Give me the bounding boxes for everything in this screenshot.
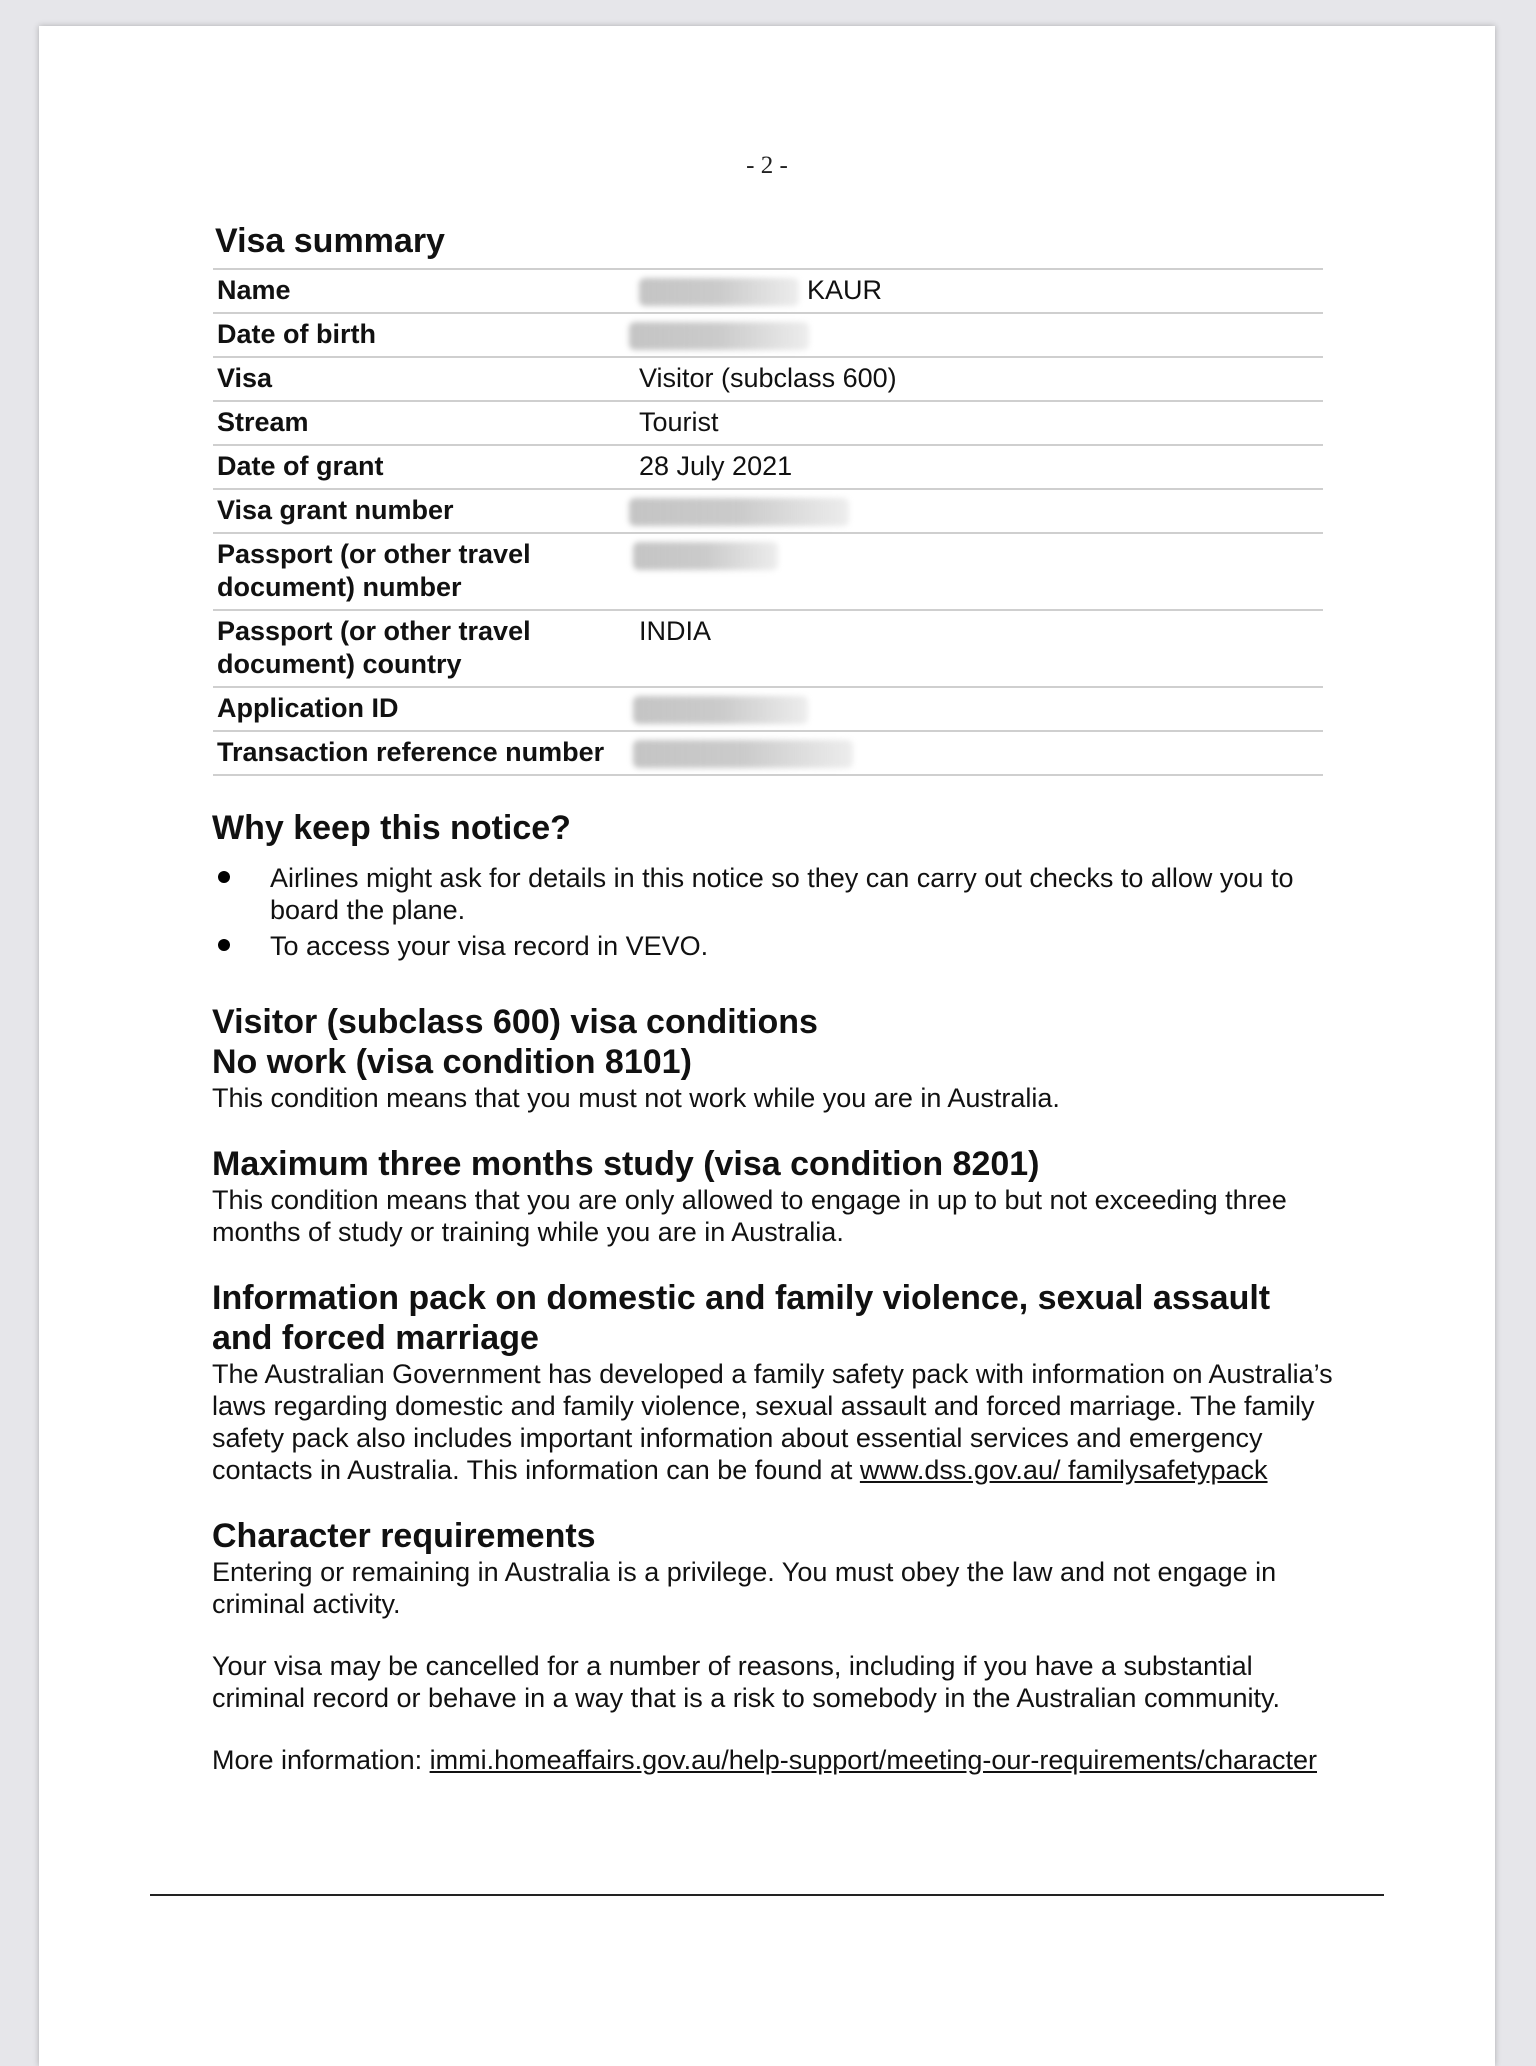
- row-value-name: [625, 269, 1323, 313]
- row-value-stream: Tourist: [625, 401, 1323, 445]
- row-label-stream: Stream: [213, 401, 625, 445]
- why-keep-heading: Why keep this notice?: [212, 809, 571, 847]
- why-keep-list: [212, 862, 1362, 962]
- redaction-blur: [633, 740, 853, 768]
- visa-summary-table: [213, 268, 1323, 776]
- row-value-visa: Visitor (subclass 600): [625, 357, 1323, 401]
- redaction-blur: [629, 498, 849, 526]
- info-pack-text: [212, 1358, 1362, 1486]
- bullet-icon: [218, 871, 230, 883]
- table-row: [213, 269, 1323, 313]
- table-row: [213, 313, 1323, 357]
- character-para-2: Your visa may be cancelled for a number of reasons, including if you have a substantial criminal record or behave in a way that is a risk to somebody in the Australian community.: [212, 1651, 1280, 1713]
- list-item: [212, 862, 1362, 926]
- row-value-passport-country: INDIA: [625, 610, 1323, 687]
- redaction-blur: [633, 542, 778, 570]
- study-heading: Maximum three months study (visa condition 8201): [212, 1145, 1040, 1183]
- info-pack-body: The Australian Government has developed a family safety pack with information on Australia’s laws regarding domestic and family violence, sexual assault and forced marriage. The family safety pack also includes important information about essential services and emergency contacts in Australia. This information can be found at: [212, 1359, 1333, 1485]
- table-row: [213, 401, 1323, 445]
- no-work-text: This condition means that you must not work while you are in Australia.: [212, 1083, 1060, 1113]
- bullet-text: Airlines might ask for details in this notice so they can carry out checks to allow you to board the plane.: [270, 863, 1294, 925]
- table-row: [213, 533, 1323, 610]
- table-row: [213, 445, 1323, 489]
- redaction-blur: [629, 322, 809, 350]
- row-label-application-id: Application ID: [213, 687, 625, 731]
- row-label-visa-grant-number: Visa grant number: [213, 489, 625, 533]
- no-work-heading: No work (visa condition 8101): [212, 1043, 692, 1081]
- bullet-icon: [218, 939, 230, 951]
- row-label-visa: Visa: [213, 357, 625, 401]
- surname-text: KAUR: [807, 275, 883, 305]
- character-para-1: Entering or remaining in Australia is a privilege. You must obey the law and not engage in criminal activity.: [212, 1557, 1277, 1619]
- table-row: [213, 357, 1323, 401]
- row-label-date-of-grant: Date of grant: [213, 445, 625, 489]
- row-value-application-id: [625, 687, 1323, 731]
- table-row: [213, 731, 1323, 775]
- row-value-date-of-grant: 28 July 2021: [625, 445, 1323, 489]
- document-page: [39, 26, 1495, 2066]
- study-text: This condition means that you are only allowed to engage in up to but not exceeding three months of study or training while you are in Australia.: [212, 1185, 1287, 1247]
- character-requirements-link[interactable]: immi.homeaffairs.gov.au/help-support/meeting-our-requirements/character: [429, 1745, 1317, 1775]
- row-value-passport-number: [625, 533, 1323, 610]
- family-safety-pack-link[interactable]: www.dss.gov.au/ familysafetypack: [859, 1455, 1268, 1485]
- page-number: - 2 -: [746, 152, 788, 179]
- row-label-passport-country: Passport (or other travel document) country: [213, 610, 625, 687]
- visa-summary-heading: Visa summary: [215, 222, 445, 260]
- table-row: [213, 610, 1323, 687]
- table-row: [213, 687, 1323, 731]
- table-row: [213, 489, 1323, 533]
- visa-conditions-heading: Visitor (subclass 600) visa conditions: [212, 1003, 818, 1041]
- info-pack-heading: Information pack on domestic and family violence, sexual assault and forced marriage: [212, 1279, 1271, 1357]
- redaction-blur: [633, 696, 808, 724]
- character-heading: Character requirements: [212, 1517, 596, 1555]
- row-label-date-of-birth: Date of birth: [213, 313, 625, 357]
- row-label-transaction-reference: Transaction reference number: [213, 731, 625, 775]
- document-content: [212, 222, 1362, 1776]
- list-item: [212, 930, 1362, 962]
- row-value-transaction-reference: [625, 731, 1323, 775]
- bullet-text: To access your visa record in VEVO.: [270, 931, 709, 961]
- more-information: [212, 1744, 1362, 1776]
- row-label-passport-number: Passport (or other travel document) number: [213, 533, 625, 610]
- more-information-label: More information:: [212, 1745, 430, 1775]
- row-value-visa-grant-number: [625, 489, 1323, 533]
- row-label-name: Name: [213, 269, 625, 313]
- redaction-blur: [639, 278, 799, 306]
- footer-divider: [150, 1894, 1384, 1896]
- row-value-date-of-birth: [625, 313, 1323, 357]
